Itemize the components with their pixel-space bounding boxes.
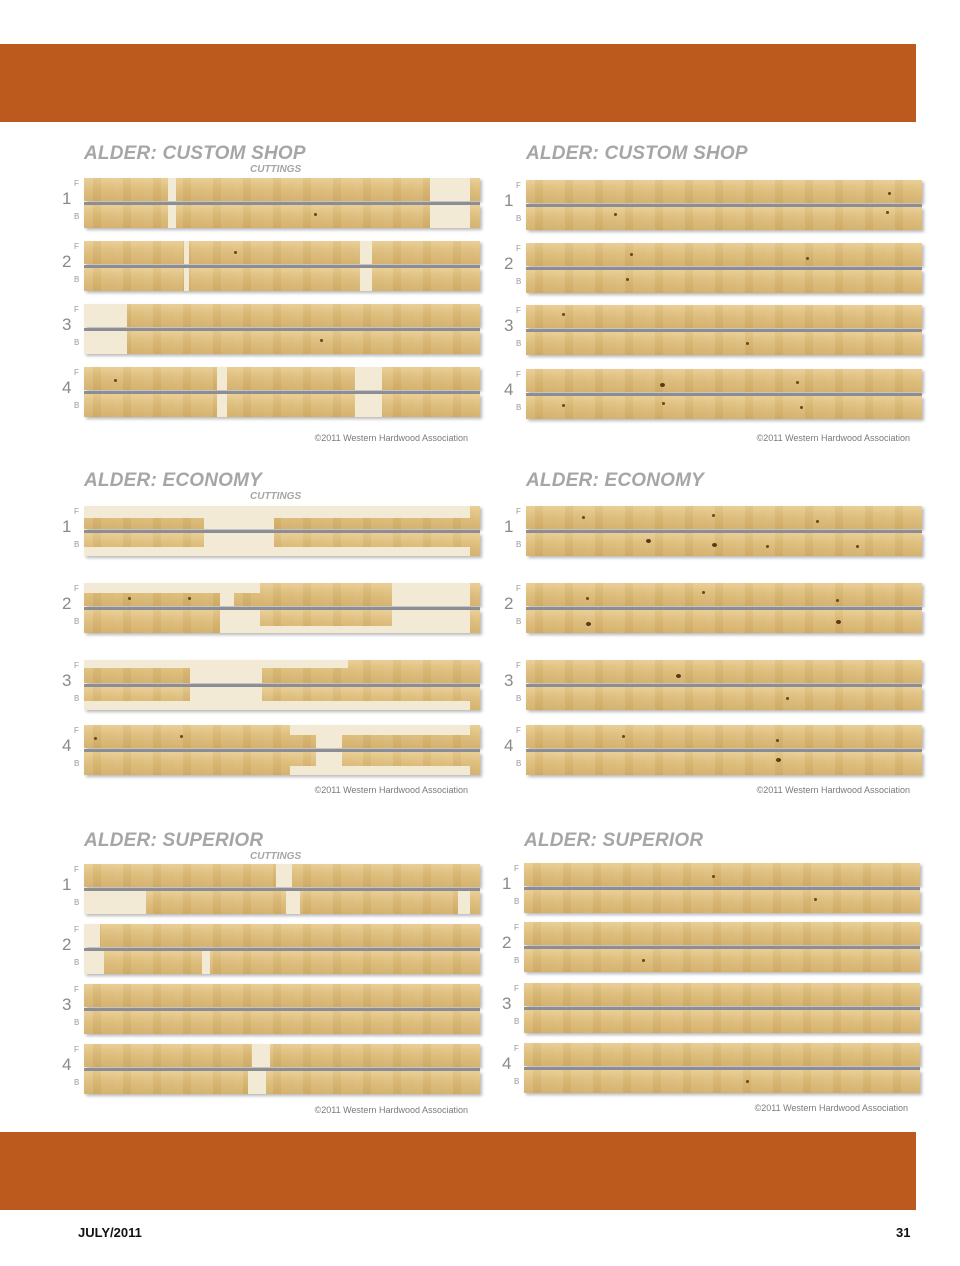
board-back [526,396,922,419]
knot [314,213,317,216]
board-number: 4 [504,380,514,399]
panel-superior-cuttings [62,830,480,1120]
back-label: B [514,1017,520,1026]
board-4 [504,723,922,779]
back-label: B [74,212,80,221]
board-number: 1 [62,875,72,894]
knot [626,278,629,281]
board-face [524,983,920,1006]
back-label: B [74,540,80,549]
knot [712,875,715,878]
cut-out [220,583,234,606]
board-back [526,332,922,355]
knot [320,339,323,342]
face-label: F [74,368,79,377]
board-3 [62,982,480,1038]
board-face [526,305,922,328]
panel-superior [502,830,920,1120]
knot [614,213,617,216]
knot [702,591,705,594]
board-number: 4 [62,378,72,397]
face-label: F [74,584,79,593]
board-back [524,1070,920,1093]
cut-out [392,583,470,606]
knot [114,379,117,382]
back-label: B [516,759,522,768]
knot [776,758,781,762]
knot [562,404,565,407]
face-label: F [74,985,79,994]
knot [796,381,799,384]
back-label: B [74,275,80,284]
board-back [526,610,922,633]
board-2 [62,239,480,295]
cut-out [204,506,274,529]
copyright-text: ©2011 Western Hardwood Association [314,785,468,795]
board-1 [504,504,922,560]
cut-out [430,205,470,228]
board-back [526,270,922,293]
cut-out [84,951,104,974]
board-face [84,725,480,748]
board-face [84,984,480,1007]
face-label: F [74,1045,79,1054]
board-face [84,1044,480,1067]
board-back [526,533,922,556]
back-label: B [74,1078,80,1087]
knot [746,1080,749,1083]
face-label: F [74,726,79,735]
board-back [84,687,480,710]
board-number: 1 [502,874,512,893]
cut-out [360,241,372,264]
board-number: 2 [504,254,514,273]
panel-economy [504,470,922,800]
board-back [84,891,480,914]
panel-subtitle: CUTTINGS [250,491,302,502]
face-label: F [516,661,521,670]
knot [582,516,585,519]
cut-out [84,506,470,518]
knot [660,383,665,387]
board-4 [502,1041,920,1097]
board-back [524,949,920,972]
board-3 [504,658,922,714]
board-back [84,394,480,417]
board-face [84,924,480,947]
board-number: 3 [504,316,514,335]
board-back [524,1010,920,1033]
panel-title: ALDER: SUPERIOR [84,830,264,851]
cut-out [217,367,227,390]
board-3 [504,303,922,359]
knot [766,545,769,548]
board-back [84,752,480,775]
board-back [84,951,480,974]
knot [662,402,665,405]
cut-out [248,1071,266,1094]
board-4 [62,365,480,421]
knot [586,597,589,600]
knot [562,313,565,316]
cut-out [184,268,189,291]
cut-out [84,547,470,556]
copyright-text: ©2011 Western Hardwood Association [314,433,468,443]
board-face [526,660,922,683]
board-2 [504,241,922,297]
board-face [526,369,922,392]
board-face [524,863,920,886]
panel-title: ALDER: SUPERIOR [524,830,704,851]
back-label: B [74,759,80,768]
board-1 [62,176,480,232]
board-face [524,1043,920,1066]
knot [746,342,749,345]
knot [712,514,715,517]
cut-out [316,752,342,775]
face-label: F [74,865,79,874]
board-3 [62,302,480,358]
panel-title: ALDER: ECONOMY [84,470,263,491]
board-number: 4 [502,1054,512,1073]
knot [836,620,841,624]
back-label: B [74,617,80,626]
panel-title: ALDER: ECONOMY [526,470,705,491]
copyright-text: ©2011 Western Hardwood Association [756,785,910,795]
knot [856,545,859,548]
board-number: 4 [62,736,72,755]
board-number: 3 [504,671,514,690]
back-label: B [74,338,80,347]
board-face [84,304,480,327]
board-back [84,610,480,633]
copyright-text: ©2011 Western Hardwood Association [754,1103,908,1113]
bottom-color-band [0,1132,916,1210]
board-number: 1 [62,517,72,536]
board-back [526,752,922,775]
back-label: B [516,694,522,703]
cut-out [217,394,227,417]
knot [776,739,779,742]
back-label: B [514,956,520,965]
board-4 [62,723,480,779]
board-back [84,533,480,556]
board-back [84,1071,480,1094]
back-label: B [74,958,80,967]
face-label: F [516,244,521,253]
board-2 [62,581,480,637]
cut-out [355,367,382,390]
board-face [84,583,480,606]
panel-subtitle: CUTTINGS [250,851,302,862]
knot [886,211,889,214]
board-number: 2 [502,933,512,952]
back-label: B [74,898,80,907]
board-number: 1 [62,189,72,208]
copyright-text: ©2011 Western Hardwood Association [314,1105,468,1115]
cut-out [84,924,100,947]
panel-custom-shop-cuttings [62,143,480,448]
panel-title: ALDER: CUSTOM SHOP [84,143,306,164]
knot [180,735,183,738]
knot [676,674,681,678]
back-label: B [516,540,522,549]
face-label: F [516,370,521,379]
board-face [524,922,920,945]
board-number: 3 [62,315,72,334]
back-label: B [514,897,520,906]
cut-out [316,725,342,748]
cut-out [286,891,300,914]
face-label: F [516,181,521,190]
face-label: F [74,661,79,670]
cut-out [202,951,210,974]
board-face [526,506,922,529]
cut-out [220,610,260,633]
board-face [84,241,480,264]
cut-out [458,891,470,914]
board-number: 2 [62,252,72,271]
knot [642,959,645,962]
face-label: F [74,507,79,516]
board-back [526,687,922,710]
face-label: F [516,584,521,593]
board-face [84,178,480,201]
board-number: 1 [504,191,514,210]
board-number: 3 [502,994,512,1013]
face-label: F [74,242,79,251]
face-label: F [74,305,79,314]
back-label: B [74,694,80,703]
board-number: 4 [62,1055,72,1074]
board-3 [62,658,480,714]
board-3 [502,981,920,1037]
knot [128,597,131,600]
back-label: B [516,277,522,286]
board-back [526,207,922,230]
board-1 [502,861,920,917]
knot [816,520,819,523]
knot [836,599,839,602]
knot [646,539,651,543]
board-face [84,660,480,683]
knot [630,253,633,256]
knot [586,622,591,626]
board-back [84,268,480,291]
board-number: 2 [62,935,72,954]
knot [888,192,891,195]
board-number: 2 [62,594,72,613]
cut-out [168,205,176,228]
face-label: F [514,984,519,993]
back-label: B [514,1077,520,1086]
back-label: B [516,403,522,412]
knot [712,543,717,547]
panel-subtitle: CUTTINGS [250,164,302,175]
board-back [524,890,920,913]
knot [188,597,191,600]
board-back [84,331,480,354]
board-back [84,205,480,228]
cut-out [84,701,470,710]
back-label: B [74,401,80,410]
cut-out [276,864,292,887]
panel-economy-cuttings [62,470,480,800]
face-label: F [74,179,79,188]
cut-out [355,394,382,417]
cut-out [84,304,127,327]
board-2 [62,922,480,978]
board-2 [504,581,922,637]
board-4 [504,367,922,423]
board-1 [504,178,922,234]
knot [806,257,809,260]
knot [234,251,237,254]
knot [786,697,789,700]
panel-title: ALDER: CUSTOM SHOP [526,143,748,164]
board-number: 2 [504,594,514,613]
knot [814,898,817,901]
board-face [526,725,922,748]
board-face [84,506,480,529]
panel-custom-shop [504,143,922,448]
board-number: 3 [62,995,72,1014]
face-label: F [516,726,521,735]
board-1 [62,862,480,918]
board-face [84,864,480,887]
knot [800,406,803,409]
back-label: B [516,617,522,626]
back-label: B [516,339,522,348]
cut-out [360,268,372,291]
board-face [526,180,922,203]
board-face [526,583,922,606]
page-number: 31 [896,1225,911,1240]
cut-out [190,660,262,683]
knot [622,735,625,738]
face-label: F [516,507,521,516]
issue-date: JULY/2011 [78,1225,142,1240]
cut-out [430,178,470,201]
copyright-text: ©2011 Western Hardwood Association [756,433,910,443]
board-face [84,367,480,390]
face-label: F [514,864,519,873]
cut-out [184,241,189,264]
board-4 [62,1042,480,1098]
top-color-band [0,44,916,122]
knot [94,737,97,740]
board-number: 3 [62,671,72,690]
board-number: 4 [504,736,514,755]
cut-out [84,331,127,354]
face-label: F [514,923,519,932]
board-2 [502,920,920,976]
face-label: F [74,925,79,934]
cut-out [168,178,176,201]
face-label: F [514,1044,519,1053]
cut-out [84,891,146,914]
back-label: B [516,214,522,223]
back-label: B [74,1018,80,1027]
cut-out [392,610,470,633]
face-label: F [516,306,521,315]
board-number: 1 [504,517,514,536]
board-face [526,243,922,266]
cut-out [252,1044,270,1067]
board-1 [62,504,480,560]
board-back [84,1011,480,1034]
